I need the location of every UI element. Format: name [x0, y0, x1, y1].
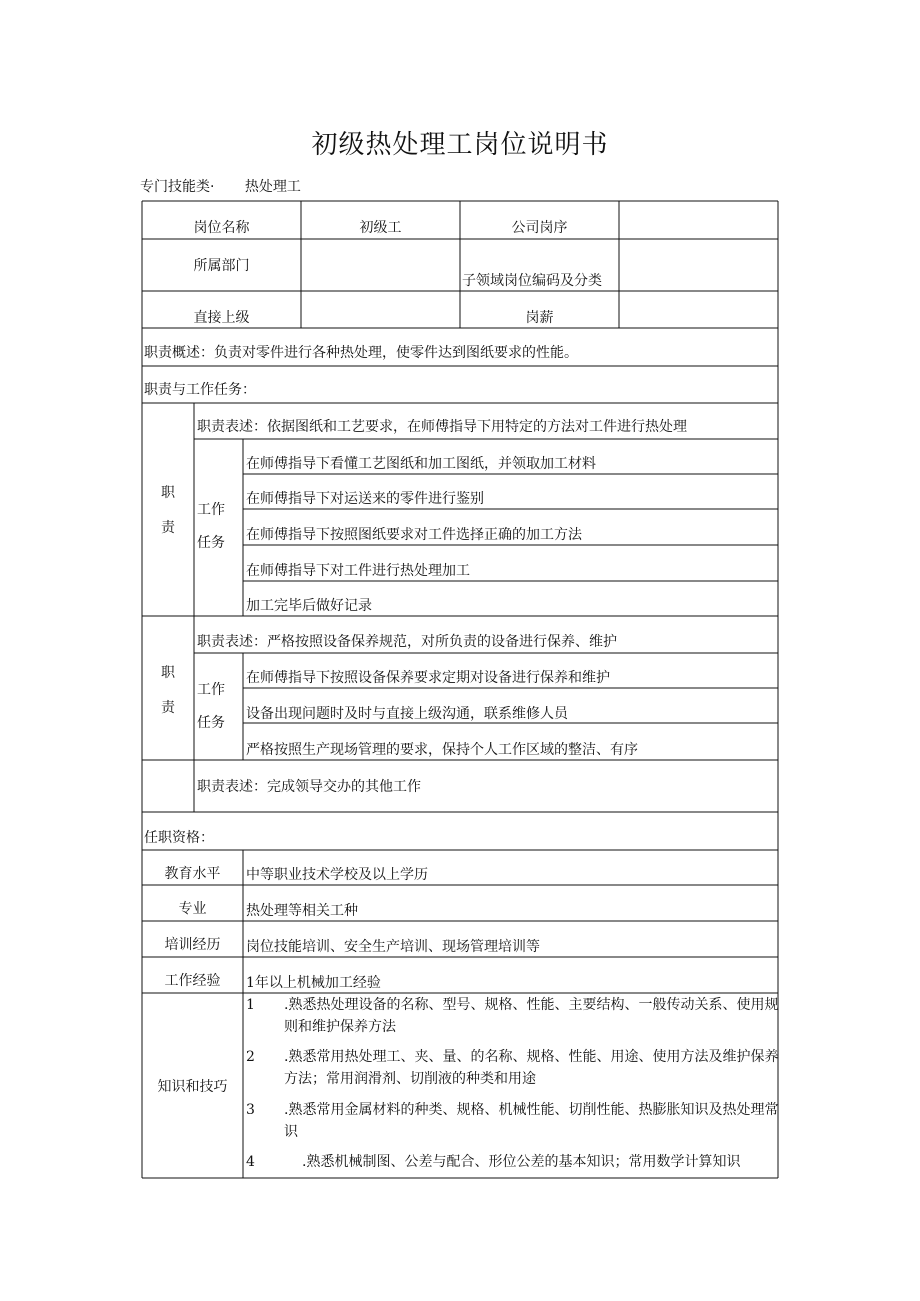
task-item: 在师傅指导下按照设备保养要求定期对设备进行保养和维护	[246, 670, 610, 686]
task-item: 严格按照生产现场管理的要求，保持个人工作区域的整洁、有序	[246, 742, 638, 758]
knowledge-item-text: .熟悉常用金属材料的种类、规格、机械性能、切削性能、热膨胀知识及热处理常识	[284, 1102, 779, 1140]
qualifications-heading: 任职资格：	[144, 830, 214, 846]
task-item: 在师傅指导下看懂工艺图纸和加工图纸，并领取加工材料	[246, 456, 596, 472]
knowledge-item-number: 4	[246, 1154, 255, 1170]
knowledge-item-text: .熟悉热处理设备的名称、型号、规格、性能、主要结构、一般传动关系、使用规则和维护保养方法	[284, 997, 779, 1035]
qualification-value: 1年以上机械加工经验	[246, 975, 381, 991]
qualification-label: 教育水平	[164, 866, 221, 882]
task-label-1-bottom: 任务	[197, 535, 225, 551]
qualification-value: 热处理等相关工种	[246, 903, 358, 919]
duty-description-2: 职责表述：严格按照设备保养规范，对所负责的设备进行保养、维护	[197, 634, 617, 650]
task-label-2-bottom: 任务	[197, 715, 225, 731]
sub-domain-label: 子领域岗位编码及分类	[462, 273, 602, 289]
duty-side-label-2-bottom: 责	[161, 700, 175, 716]
knowledge-label: 知识和技巧	[157, 1079, 228, 1095]
knowledge-item-number: 3	[246, 1102, 255, 1118]
qualification-value: 中等职业技术学校及以上学历	[246, 867, 428, 883]
knowledge-item	[246, 1046, 779, 1092]
department-label: 所属部门	[193, 258, 250, 274]
summary-label: 职责概述	[144, 345, 200, 361]
qualification-label: 专业	[178, 901, 207, 917]
qualification-label: 工作经验	[164, 973, 221, 989]
qualification-label: 培训经历	[164, 937, 221, 953]
page-title: 初级热处理工岗位说明书	[311, 130, 609, 160]
knowledge-item	[246, 994, 779, 1040]
duty-side-label-2-top: 职	[161, 665, 175, 681]
knowledge-item-number: 1	[246, 997, 255, 1013]
task-label-1-top: 工作	[197, 502, 225, 518]
category-label: 专门技能类·	[140, 179, 215, 195]
task-item: 在师傅指导下对运送来的零件进行鉴别	[246, 491, 484, 507]
qualification-value: 岗位技能培训、安全生产培训、现场管理培训等	[246, 939, 540, 955]
summary-text: ：负责对零件进行各种热处理，使零件达到图纸要求的性能。	[200, 345, 578, 361]
category-line	[140, 176, 301, 196]
position-name-label: 岗位名称	[193, 220, 250, 236]
task-item: 在师傅指导下按照图纸要求对工件选择正确的加工方法	[246, 527, 582, 543]
category-value: 热处理工	[244, 179, 301, 195]
position-name-value: 初级工	[359, 220, 402, 236]
task-item: 加工完毕后做好记录	[246, 598, 372, 614]
task-item: 设备出现问题时及时与直接上级沟通，联系维修人员	[246, 706, 568, 722]
supervisor-label: 直接上级	[193, 310, 250, 326]
duty-side-label-1-bottom: 责	[161, 520, 175, 536]
summary-row	[144, 344, 578, 362]
task-item: 在师傅指导下对工件进行热处理加工	[246, 563, 470, 579]
knowledge-item-text: .熟悉机械制图、公差与配合、形位公差的基本知识；常用数学计算知识	[302, 1154, 741, 1170]
duties-heading: 职责与工作任务：	[144, 382, 256, 398]
knowledge-item	[246, 1151, 776, 1175]
knowledge-item-text: .熟悉常用热处理工、夹、量、的名称、规格、性能、用途、使用方法及维护保养方法；常用润滑剂、切削液的种类和用途	[284, 1049, 779, 1087]
company-seq-label: 公司岗序	[511, 220, 568, 236]
duty-description-1: 职责表述：依据图纸和工艺要求，在师傅指导下用特定的方法对工件进行热处理	[197, 419, 687, 435]
salary-label: 岗薪	[525, 310, 554, 326]
knowledge-item	[246, 1099, 779, 1145]
duty-side-label-1-top: 职	[161, 485, 175, 501]
task-label-2-top: 工作	[197, 682, 225, 698]
duty-description-3: 职责表述：完成领导交办的其他工作	[197, 779, 421, 795]
knowledge-item-number: 2	[246, 1049, 255, 1065]
